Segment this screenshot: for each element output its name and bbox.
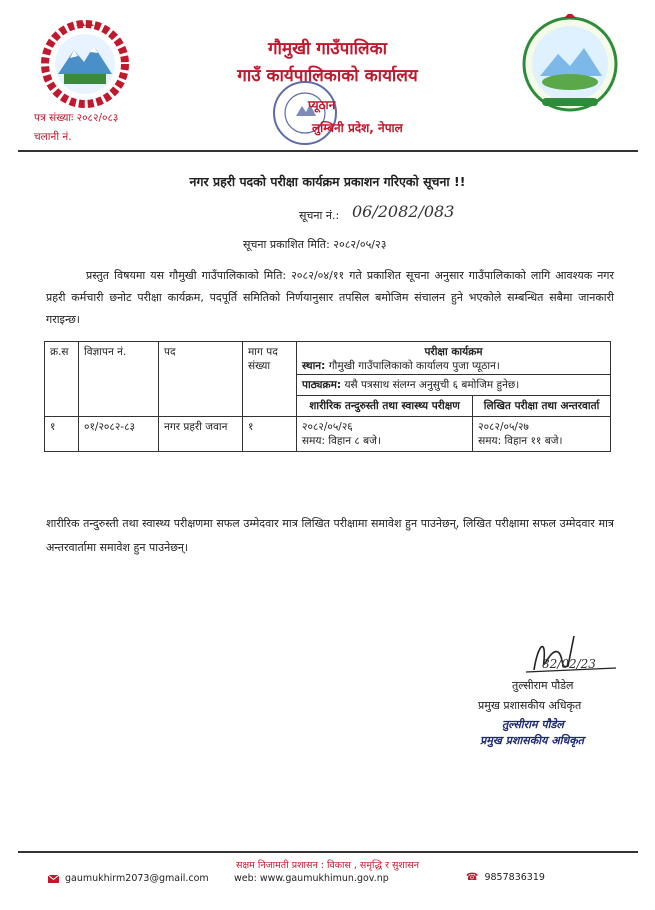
eligibility-note: शारीरिक तन्दुरुस्ती तथा स्वास्थ्य परीक्षणमा सफल उम्मेदवार मात्र लिखित परीक्षामा समावेश हुन पाउनेछन्, लिखित परीक्षामा सफल उम्मेदवार मात्र अन्तरवार्तामा समावेश हुन पाउनेछन्। [46,517,614,554]
col-sn: क्र.स [45,342,79,417]
signature-date: 82/02/23 [542,657,596,671]
physical-date: २०८२/०५/२६ [302,421,353,433]
signatory-name: तुल्सीराम पौडेल [512,679,574,692]
col-ad-no: विज्ञापन नं. [79,342,159,417]
exam-program-title: परीक्षा कार्यक्रम [424,346,483,358]
notice-number-label: सूचना नं.: [299,209,340,222]
syllabus-text: यसै पत्रसाथ संलग्न अनुसुची ६ बमोजिम हुनेछ। [344,379,520,391]
footer-phone[interactable] [466,872,545,883]
municipality-title: गौमुखी गाउँपालिका [267,39,388,59]
syllabus-cell [297,375,611,396]
row-demand: १ [243,417,297,452]
written-time: समय: विहान ११ बजे। [478,435,563,447]
office-title: गाउँ कार्यपालिकाको कार्यालय [237,66,418,86]
col-post: पद [159,342,243,417]
footer-website[interactable]: web: www.gaumukhimun.gov.np [234,873,389,884]
reference-number: पत्र संख्याः २०८२/०८३ [34,112,119,124]
office-seal-stamp [270,78,340,148]
notice-number-value: 06/2082/083 [352,202,455,221]
signatory-designation: प्रमुख प्रशासकीय अधिकृत [478,699,582,712]
notice-body: प्रस्तुत विषयमा यस गौमुखी गाउँपालिकाको मिति: २०८२/०४/११ गते प्रकाशित सूचना अनुसार गाउँपालिकाको लागि आवश्यक नगर प्रहरी कर्मचारी छनोट परीक्षा कार्यक्रम, पदपूर्ति समितिको निर्णयानुसार तपसिल बमोजिम संचालन हुने भएकोले सम्बन्धित सबैमा जानकारी गराइन्छ। [46,269,614,326]
phone-icon: ☎ [466,872,479,883]
physical-time: समय: विहान ८ बजे। [302,435,381,447]
row-post: नगर प्रहरी जवान [159,417,243,452]
mail-icon [48,875,59,883]
signature-scribble [520,630,620,680]
row-physical [297,417,473,452]
row-sn: १ [45,417,79,452]
footer-slogan: सक्षम निजामती प्रशासन : विकास , समृद्धि र सुशासन [235,860,420,871]
exam-schedule-table [44,341,611,452]
notice-subject: नगर प्रहरी पदको परीक्षा कार्यक्रम प्रकाशन गरिएको सूचना !! [189,174,466,189]
name-stamp: तुल्सीराम पौडेल [502,718,564,731]
address-district: प्यूठान [308,98,336,112]
syllabus-label: पाठ्यक्रम: [302,379,342,391]
footer-email[interactable] [48,873,209,884]
col-demand: माग पद संख्या [243,342,297,417]
col-written-test: लिखित परीक्षा तथा अन्तरवार्ता [473,396,611,417]
venue-label: स्थान: [302,360,326,372]
row-ad-no: ०१/२०८२-८३ [79,417,159,452]
address-province: लुम्बिनी प्रदेश, नेपाल [312,121,403,135]
row-written [473,417,611,452]
dispatch-number: चलानी नं. [34,131,72,143]
col-exam-program [297,342,611,375]
col-physical-test: शारीरिक तन्दुरुस्ती तथा स्वास्थ्य परीक्षण [297,396,473,417]
designation-stamp: प्रमुख प्रशासकीय अधिकृत [480,734,584,747]
email-text: gaumukhirm2073@gmail.com [65,873,209,884]
written-date: २०८२/०५/२७ [478,421,529,433]
table-row [45,417,611,452]
phone-text: 9857836319 [484,872,545,883]
venue-text: गौमुखी गाउँपालिकाको कार्यालय पुजा प्यूठान। [328,360,500,372]
publish-date: सूचना प्रकाशित मिति: २०८२/०५/२३ [243,238,387,251]
header-divider [18,150,638,152]
footer-divider [18,851,638,853]
